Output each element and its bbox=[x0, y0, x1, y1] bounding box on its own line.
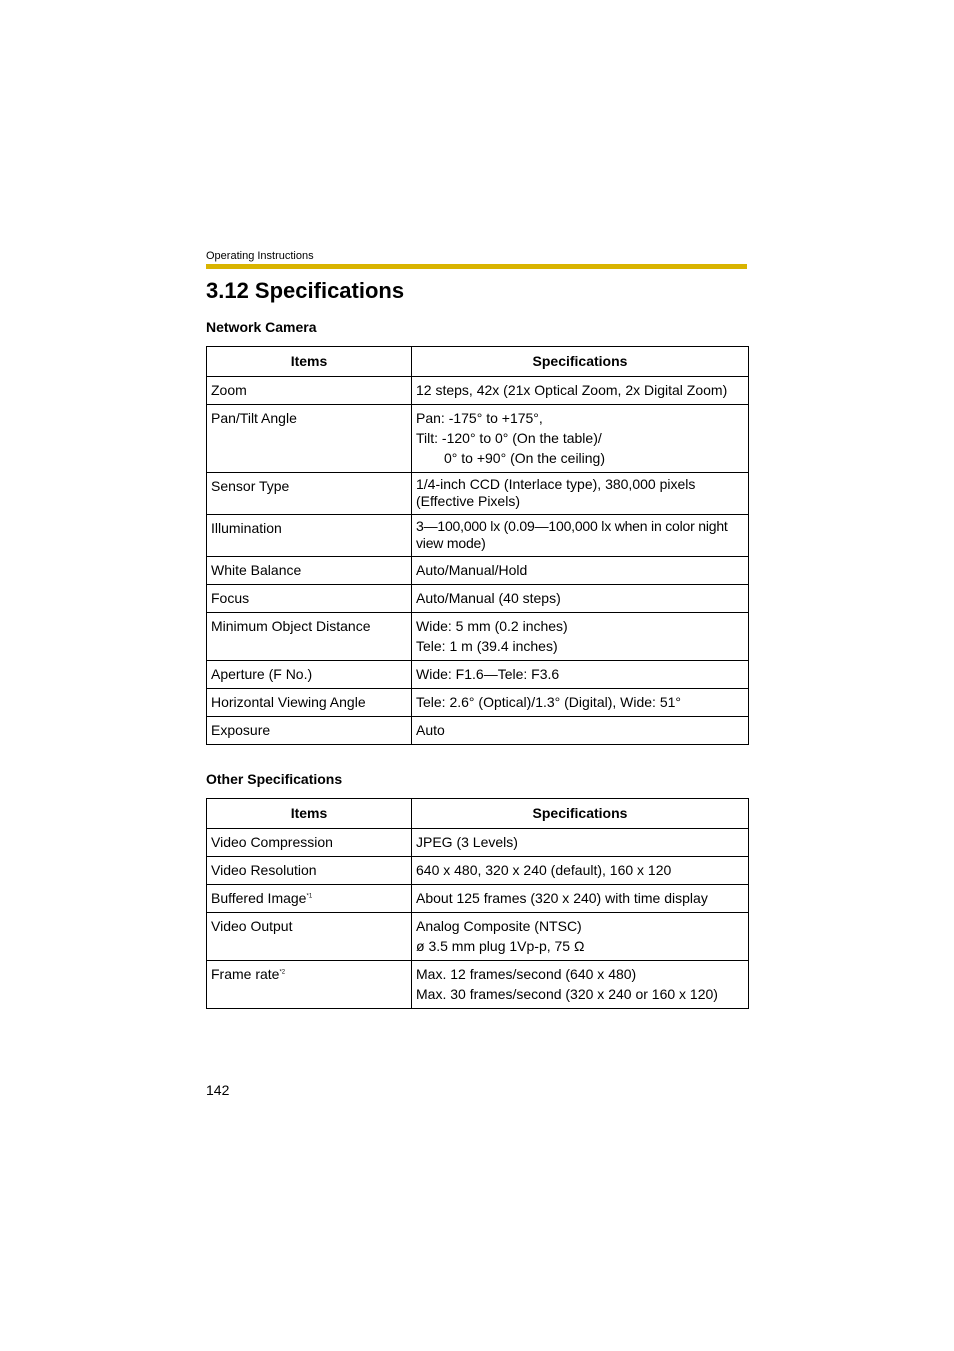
table-row bbox=[207, 557, 749, 585]
item-cell: Exposure bbox=[207, 717, 412, 745]
table-row bbox=[207, 689, 749, 717]
network-camera-table bbox=[206, 346, 749, 745]
column-header-items: Items bbox=[207, 347, 412, 377]
network-camera-heading: Network Camera bbox=[206, 319, 317, 335]
spec-cell: Wide: F1.6—Tele: F3.6 bbox=[412, 661, 749, 689]
item-cell: Pan/Tilt Angle bbox=[207, 405, 412, 473]
spec-cell bbox=[412, 961, 749, 1009]
page-number: 142 bbox=[206, 1082, 230, 1098]
table-row bbox=[207, 961, 749, 1009]
spec-cell bbox=[412, 405, 749, 473]
item-cell: Video Compression bbox=[207, 829, 412, 857]
column-header-specifications: Specifications bbox=[412, 799, 749, 829]
spec-line: Max. 30 frames/second (320 x 240 or 160 x 120) bbox=[416, 986, 718, 1002]
section-title: 3.12 Specifications bbox=[206, 278, 405, 303]
spec-line: Pan: -175° to +175°, bbox=[416, 410, 543, 426]
spec-line: Max. 12 frames/second (640 x 480) bbox=[416, 966, 637, 982]
item-cell: Horizontal Viewing Angle bbox=[207, 689, 412, 717]
table-row bbox=[207, 857, 749, 885]
spec-cell: 640 x 480, 320 x 240 (default), 160 x 120 bbox=[412, 857, 749, 885]
spec-cell: Tele: 2.6° (Optical)/1.3° (Digital), Wide: 51° bbox=[412, 689, 749, 717]
spec-line: 0° to +90° (On the ceiling) bbox=[444, 450, 606, 466]
spec-cell bbox=[412, 473, 749, 515]
table-row bbox=[207, 473, 749, 515]
column-header-items: Items bbox=[207, 799, 412, 829]
spec-cell bbox=[412, 613, 749, 661]
other-specifications-heading: Other Specifications bbox=[206, 771, 343, 787]
table-row bbox=[207, 405, 749, 473]
spec-cell: Auto/Manual/Hold bbox=[412, 557, 749, 585]
item-cell: Zoom bbox=[207, 377, 412, 405]
item-cell: Focus bbox=[207, 585, 412, 613]
spec-cell: Auto bbox=[412, 717, 749, 745]
spec-line: Tilt: -120° to 0° (On the table)/ bbox=[416, 430, 602, 446]
footnote-marker: *2 bbox=[279, 969, 286, 976]
item-cell: Aperture (F No.) bbox=[207, 661, 412, 689]
spec-line: view mode) bbox=[416, 535, 486, 551]
table-row bbox=[207, 717, 749, 745]
spec-cell: Auto/Manual (40 steps) bbox=[412, 585, 749, 613]
table-row bbox=[207, 515, 749, 557]
table-row bbox=[207, 585, 749, 613]
spec-cell: JPEG (3 Levels) bbox=[412, 829, 749, 857]
item-cell: Minimum Object Distance bbox=[207, 613, 412, 661]
spec-cell bbox=[412, 913, 749, 961]
item-label: Buffered Image bbox=[211, 890, 307, 906]
item-cell: Video Resolution bbox=[207, 857, 412, 885]
spec-cell: About 125 frames (320 x 240) with time display bbox=[412, 885, 749, 913]
spec-line: Analog Composite (NTSC) bbox=[416, 918, 582, 934]
item-cell: White Balance bbox=[207, 557, 412, 585]
table-row bbox=[207, 913, 749, 961]
spec-cell bbox=[412, 515, 749, 557]
running-header: Operating Instructions bbox=[206, 250, 314, 262]
column-header-specifications: Specifications bbox=[412, 347, 749, 377]
item-label: Frame rate bbox=[211, 966, 280, 982]
spec-line: Wide: 5 mm (0.2 inches) bbox=[416, 618, 568, 634]
table-row bbox=[207, 613, 749, 661]
item-cell: Video Output bbox=[207, 913, 412, 961]
item-cell bbox=[207, 885, 412, 913]
header-rule bbox=[206, 264, 747, 269]
spec-line: Tele: 1 m (39.4 inches) bbox=[416, 638, 558, 654]
footnote-marker: *1 bbox=[306, 893, 313, 900]
table-row bbox=[207, 661, 749, 689]
table-row bbox=[207, 377, 749, 405]
spec-line: 3—100,000 lx (0.09—100,000 lx when in color night bbox=[416, 518, 728, 534]
table-row bbox=[207, 829, 749, 857]
spec-cell: 12 steps, 42x (21x Optical Zoom, 2x Digital Zoom) bbox=[412, 377, 749, 405]
table-row bbox=[207, 885, 749, 913]
other-specifications-table bbox=[206, 798, 749, 1009]
spec-line: (Effective Pixels) bbox=[416, 493, 520, 509]
item-cell: Illumination bbox=[207, 515, 412, 557]
table-header-row bbox=[207, 799, 749, 829]
spec-line: ø 3.5 mm plug 1Vp-p, 75 Ω bbox=[416, 938, 585, 954]
spec-line: 1/4-inch CCD (Interlace type), 380,000 pixels bbox=[416, 476, 696, 492]
item-cell bbox=[207, 961, 412, 1009]
item-cell: Sensor Type bbox=[207, 473, 412, 515]
table-header-row bbox=[207, 347, 749, 377]
